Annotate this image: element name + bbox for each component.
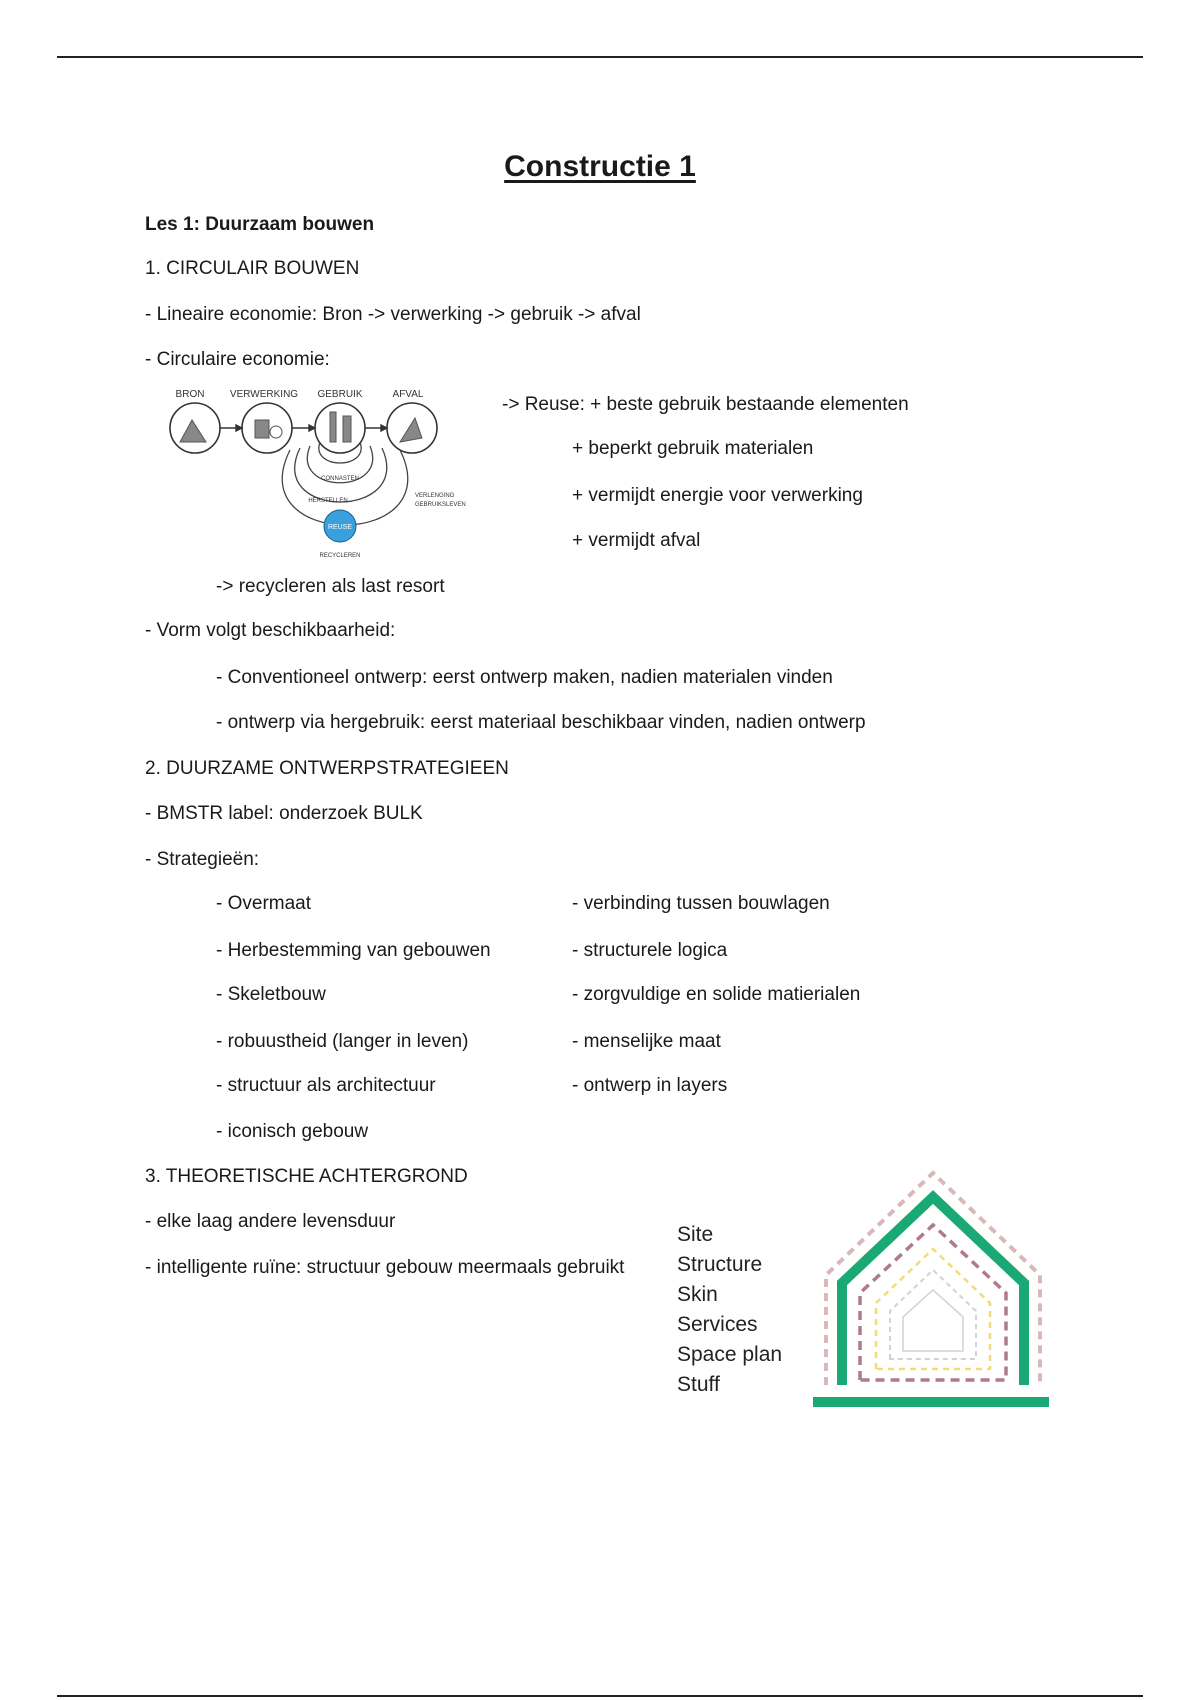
diagram-stage-afval: AFVAL: [392, 389, 424, 400]
circular-economy-diagram: [160, 380, 490, 560]
layer-label-structure: Structure: [677, 1253, 763, 1276]
strategy-left-3: - Skeletbouw: [216, 984, 326, 1005]
strategy-left-6: - iconisch gebouw: [216, 1121, 369, 1142]
strategy-left-1: - Overmaat: [216, 893, 312, 914]
diagram-loop-recycleren: RECYCLEREN: [319, 553, 361, 559]
shearing-layers-house: [808, 1165, 1058, 1415]
diagram-stage-bron: BRON: [175, 389, 205, 400]
strategy-right-3: - zorgvuldige en solide matierialen: [572, 984, 861, 1005]
bmstr-label: - BMSTR label: onderzoek BULK: [145, 803, 423, 824]
section-3-heading: 3. THEORETISCHE ACHTERGROND: [145, 1166, 468, 1187]
header-rule: [57, 56, 1143, 58]
diagram-loop-reuse: REUSE: [327, 524, 353, 531]
layer-stuff: [903, 1290, 963, 1351]
vorm-volgt: - Vorm volgt beschikbaarheid:: [145, 620, 396, 641]
strategy-right-5: - ontwerp in layers: [572, 1075, 728, 1096]
diagram-loop-herstellen: HERSTELLEN: [308, 498, 348, 504]
diagram-stage-verwerking: VERWERKING: [229, 389, 299, 400]
diagram-stage-gebruik: GEBRUIK: [317, 389, 363, 400]
strategy-left-2: - Herbestemming van gebouwen: [216, 940, 491, 961]
section-1-heading: 1. CIRCULAIR BOUWEN: [145, 258, 360, 279]
section-2-heading: 2. DUURZAME ONTWERPSTRATEGIEEN: [145, 758, 509, 779]
lineaire-economie: - Lineaire economie: Bron -> verwerking -> gebruik -> afval: [145, 304, 641, 325]
layer-label-stuff: Stuff: [677, 1373, 720, 1396]
layer-ground-line: [813, 1397, 1049, 1407]
reuse-plus-2: + vermijdt energie voor verwerking: [572, 485, 863, 506]
diagram-loop-connasten: CONNASTEN: [321, 476, 359, 482]
lesson-title: Les 1: Duurzaam bouwen: [145, 214, 375, 235]
layer-label-site: Site: [677, 1223, 714, 1246]
layer-label-skin: Skin: [677, 1283, 718, 1306]
strategy-right-2: - structurele logica: [572, 940, 728, 961]
vorm-item-1: - Conventioneel ontwerp: eerst ontwerp maken, nadien materialen vinden: [216, 667, 833, 688]
layer-site: [826, 1173, 1040, 1385]
recycleren-last-resort: -> recycleren als last resort: [216, 576, 445, 597]
strategy-left-5: - structuur als architectuur: [216, 1075, 436, 1096]
theory-item-1: - elke laag andere levensduur: [145, 1211, 396, 1232]
page-title: Constructie 1: [504, 150, 696, 183]
layer-label-services: Services: [677, 1313, 758, 1336]
reuse-plus-3: + vermijdt afval: [572, 530, 701, 551]
diagram-arrows: [220, 425, 387, 431]
theory-item-2: - intelligente ruïne: structuur gebouw meermaals gebruikt: [145, 1257, 625, 1278]
strategy-right-4: - menselijke maat: [572, 1031, 721, 1052]
footer-rule: [57, 1695, 1143, 1697]
vorm-item-2: - ontwerp via hergebruik: eerst materiaal beschikbaar vinden, nadien ontwerp: [216, 712, 866, 733]
diagram-extension-line1: VERLENGING: [415, 493, 455, 499]
strategy-right-1: - verbinding tussen bouwlagen: [572, 893, 830, 914]
reuse-line: -> Reuse: + beste gebruik bestaande elementen: [502, 394, 909, 415]
diagram-extension-line2: GEBRUIKSLEVEN: [415, 502, 466, 508]
strategieen: - Strategieën:: [145, 849, 260, 870]
reuse-plus-1: + beperkt gebruik materialen: [572, 438, 814, 459]
layer-label-space-plan: Space plan: [677, 1343, 783, 1366]
strategy-left-4: - robuustheid (langer in leven): [216, 1031, 469, 1052]
circulaire-economie: - Circulaire economie:: [145, 349, 330, 370]
